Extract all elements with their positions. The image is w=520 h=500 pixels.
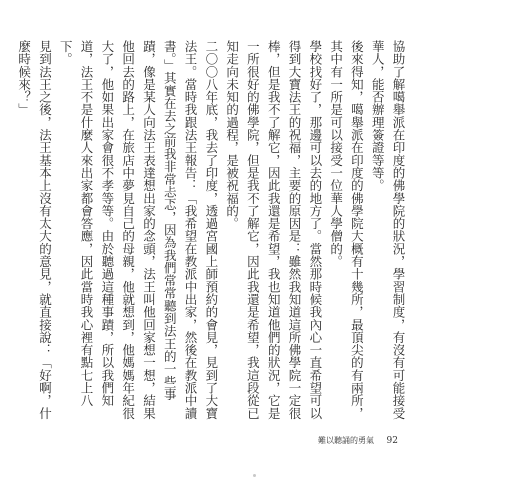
- decorative-dot: [253, 474, 256, 477]
- paragraph: 後來得知，噶舉派在印度的佛學院大概有十幾所，最頂尖的有兩所，其中有一所是可以接受一位華人學僧的。: [328, 40, 365, 420]
- paragraph: 協助了解噶舉派在印度的佛學院的狀況，學習制度，有沒有可能接受華人，能否辦理簽證等等。: [370, 40, 406, 420]
- page-number: 92: [386, 436, 398, 446]
- paragraph: 學校找好了，那邊可以去的地方了。當然那時候我內心一直希望可以得到大寶法王的祝福，主要的原因是：雖然我知道這所佛學院一定很棒，但是我不了解它，因此我還是希望，我也知道他們的狀況，它是一所很好的佛學院，但是我不了解它，因此我還是希望，我這段從已知走向未知的過程，是被祝福的。: [224, 40, 323, 420]
- paragraph: 二〇〇八年底，我去了印度，透過宮國上師預約的會見，見到了大寶法王。當時我跟法王報告：「我希望在教派中出家，然後在教派中讀書。」其實在去之前我非常忐忑，因為我們常常聽到法王的一些事蹟，像是某人向法王表達想出家的念頭，法王叫他回家想一想，結果他回去的路上，在旅店中夢見自己的母親，他就想到，他媽媽年紀很大了，他如果出家會很不孝等等。由於聽過這種事蹟，所以我們知道，法王不是什麼人來出家都會答應，因此當時我心裡有點七上八下。: [58, 40, 219, 420]
- page-footer: [318, 435, 398, 446]
- running-title: 難以聽誦的勇氣: [318, 436, 374, 445]
- body-text: [13, 40, 408, 425]
- paragraph: 見到法王之後，法王基本上沒有太大的意見，就直接說：「好啊，什麼時候來？」: [16, 40, 53, 420]
